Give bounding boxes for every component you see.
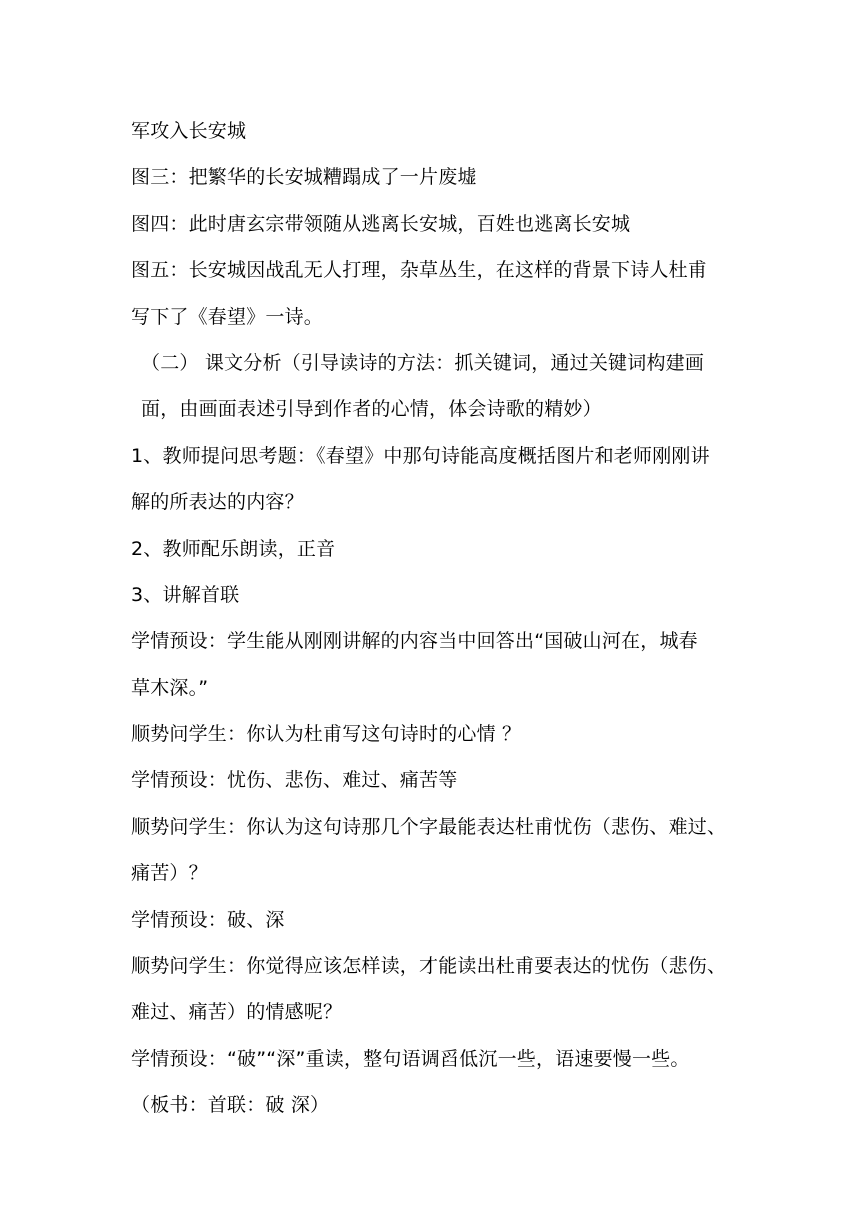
- text-line: 学情预设：“破”“深”重读，整句语调舀低沉一些，语速要慢一些。: [131, 1047, 690, 1070]
- text-line: 图五：长安城因战乱无人打理，杂草丛生，在这样的背景下诗人杜甫: [131, 259, 708, 282]
- text-line: 1、教师提问思考题：《春望》中那句诗能高度概括图片和老师刚刚讲: [131, 444, 710, 467]
- text-line: 3、讲解首联: [131, 583, 240, 606]
- text-line: 顺势问学生：你觉得应该怎样读，才能读出杜甫要表达的忧伤（悲伤、: [131, 955, 727, 978]
- text-line: 学情预设：忧伤、悲伤、难过、痛苦等: [131, 769, 458, 792]
- text-line: 难过、痛苦）的情感呢？: [131, 1001, 343, 1024]
- text-line: 学情预设：学生能从刚刚讲解的内容当中回答出“国破山河在，城春: [131, 630, 698, 653]
- text-line: 草木深。”: [131, 676, 209, 699]
- text-line: 写下了《春望》一诗。: [131, 305, 324, 328]
- text-line: 2、教师配乐朗读，正音: [131, 537, 336, 560]
- text-line: 学情预设：破、深: [131, 908, 285, 931]
- document-body: [131, 108, 741, 1129]
- text-line: 顺势问学生：你认为这句诗那几个字最能表达杜甫忧伤（悲伤、难过、: [131, 815, 727, 838]
- text-line: 痛苦）？: [131, 862, 208, 885]
- text-line: 军攻入长安城: [131, 120, 247, 142]
- text-line: 图三：把繁华的长安城糟蹋成了一片废墟: [131, 166, 477, 189]
- text-line: 顺势问学生：你认为杜甫写这句诗时的心情 ？: [131, 723, 522, 746]
- text-line: 图四：此时唐玄宗带领随从逃离长安城，百姓也逃离长安城: [131, 212, 631, 235]
- text-line: 面，由画面表述引导到作者的心情，体会诗歌的精妙）: [141, 398, 602, 421]
- text-line: （板书：首联：破 深）: [131, 1094, 330, 1117]
- section-heading: （二） 课文分析（引导读诗的方法：抓关键词，通过关键词构建画: [141, 351, 705, 374]
- text-line: 解的所表达的内容？: [131, 491, 304, 514]
